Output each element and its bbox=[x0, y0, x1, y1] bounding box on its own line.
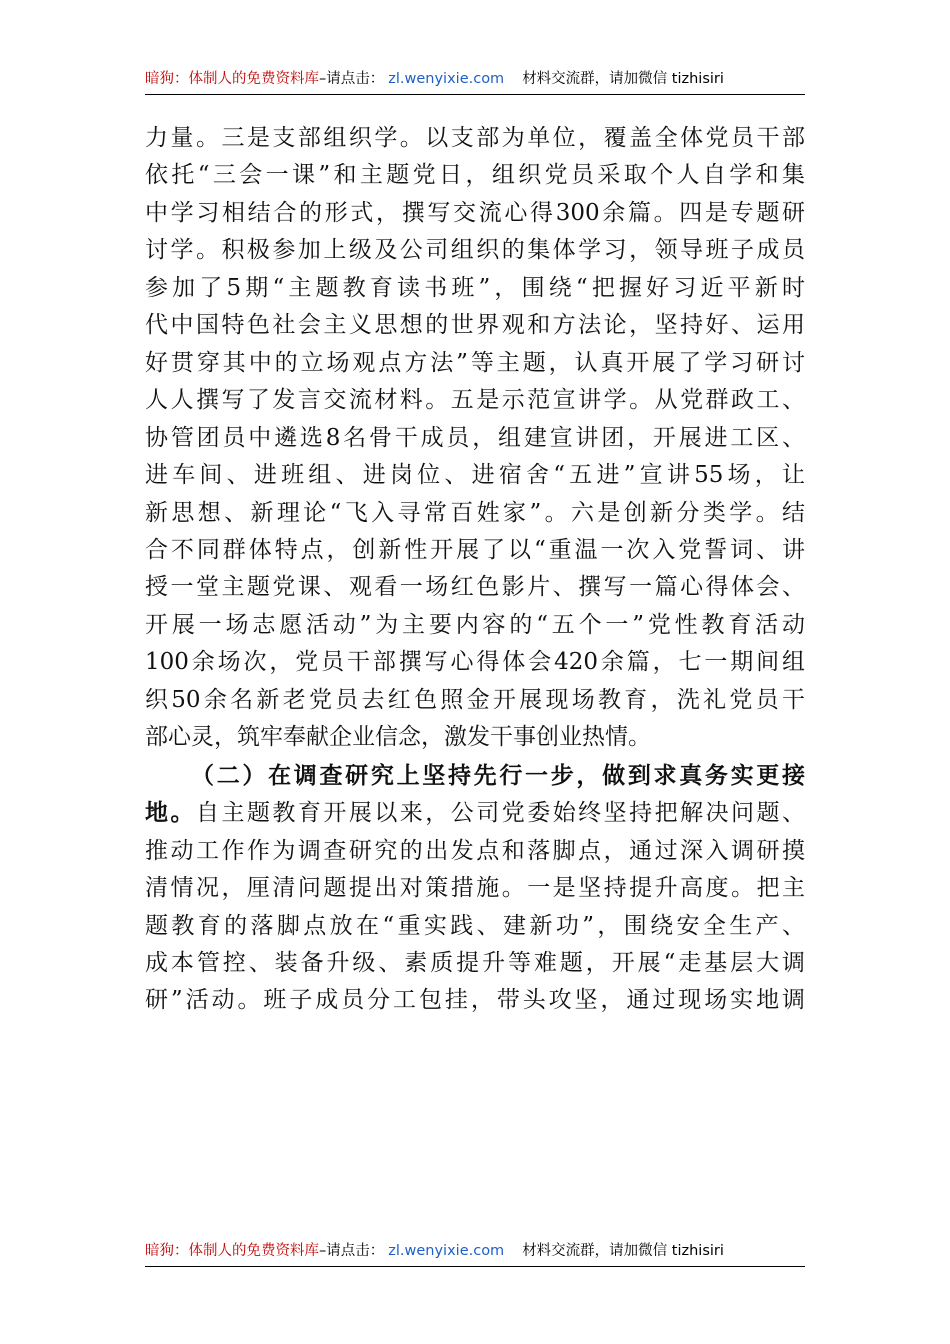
section-heading: （二）在调查研究上坚持先行一步，做到求真务实更接 bbox=[191, 761, 805, 789]
body-line: 力量。三是支部组织学。以支部为单位，覆盖全体党员干部 bbox=[145, 125, 805, 151]
header-click-label: –请点击： bbox=[319, 71, 385, 87]
header-brand: 暗狗：体制人的免费资料库 bbox=[145, 71, 319, 87]
header-wechat: 材料交流群，请加微信 tizhisiri bbox=[522, 71, 724, 87]
body-line: 授一堂主题党课、观看一场红色影片、撰写一篇心得体会、 bbox=[145, 574, 805, 601]
footer-click-label: –请点击： bbox=[319, 1243, 385, 1259]
body-line: 人人撰写了发言交流材料。五是示范宣讲学。从党群政工、 bbox=[145, 387, 805, 414]
section-text: 自主题教育开展以来，公司党委始终坚持把解决问题、 bbox=[195, 800, 806, 827]
body-line: 协管团员中遴选8名骨干成员，组建宣讲团，开展进工区、 bbox=[145, 424, 805, 451]
section-heading-end: 地。 bbox=[145, 799, 196, 827]
body-line: 清情况，厘清问题提出对策措施。一是坚持提升高度。把主 bbox=[145, 875, 805, 902]
body-line: 织50余名新老党员去红色照金开展现场教育，洗礼党员干 bbox=[145, 686, 805, 713]
header-banner bbox=[145, 64, 805, 95]
body-line: 研”活动。班子成员分工包挂，带头攻坚，通过现场实地调 bbox=[145, 987, 805, 1014]
body-line: 好贯穿其中的立场观点方法”等主题，认真开展了学习研讨 bbox=[145, 349, 805, 376]
document-body bbox=[145, 120, 805, 1020]
body-line: 开展一场志愿活动”为主要内容的“五个一”党性教育活动 bbox=[145, 611, 805, 638]
body-line: 部心灵，筑牢奉献企业信念，激发干事创业热情。 bbox=[145, 724, 651, 751]
footer-banner bbox=[145, 1236, 805, 1267]
body-line: 进车间、进班组、进岗位、进宿舍“五进”宣讲55场，让 bbox=[145, 462, 805, 489]
footer-link[interactable]: zl.wenyixie.com bbox=[388, 1243, 505, 1259]
section-heading-continued bbox=[145, 794, 805, 832]
header-link[interactable]: zl.wenyixie.com bbox=[388, 71, 505, 87]
body-line: 新思想、新理论“飞入寻常百姓家”。六是创新分类学。结 bbox=[145, 499, 805, 526]
footer-wechat: 材料交流群，请加微信 tizhisiri bbox=[522, 1243, 724, 1259]
body-line: 中学习相结合的形式，撰写交流心得300余篇。四是专题研 bbox=[145, 199, 805, 226]
body-line: 合不同群体特点，创新性开展了以“重温一次入党誓词、讲 bbox=[145, 536, 805, 563]
footer-brand: 暗狗：体制人的免费资料库 bbox=[145, 1243, 319, 1259]
body-line: 代中国特色社会主义思想的世界观和方法论，坚持好、运用 bbox=[145, 312, 805, 339]
body-line: 100余场次，党员干部撰写心得体会420余篇，七一期间组 bbox=[145, 649, 805, 676]
body-line: 题教育的落脚点放在“重实践、建新功”，围绕安全生产、 bbox=[145, 912, 805, 939]
body-line: 成本管控、装备升级、素质提升等难题，开展“走基层大调 bbox=[145, 949, 805, 976]
body-line: 参加了5期“主题教育读书班”，围绕“把握好习近平新时 bbox=[145, 274, 805, 301]
body-line: 推动工作作为调查研究的出发点和落脚点，通过深入调研摸 bbox=[145, 837, 805, 864]
body-line: 依托“三会一课”和主题党日，组织党员采取个人自学和集 bbox=[145, 162, 805, 189]
body-line: 讨学。积极参加上级及公司组织的集体学习，领导班子成员 bbox=[145, 237, 805, 264]
